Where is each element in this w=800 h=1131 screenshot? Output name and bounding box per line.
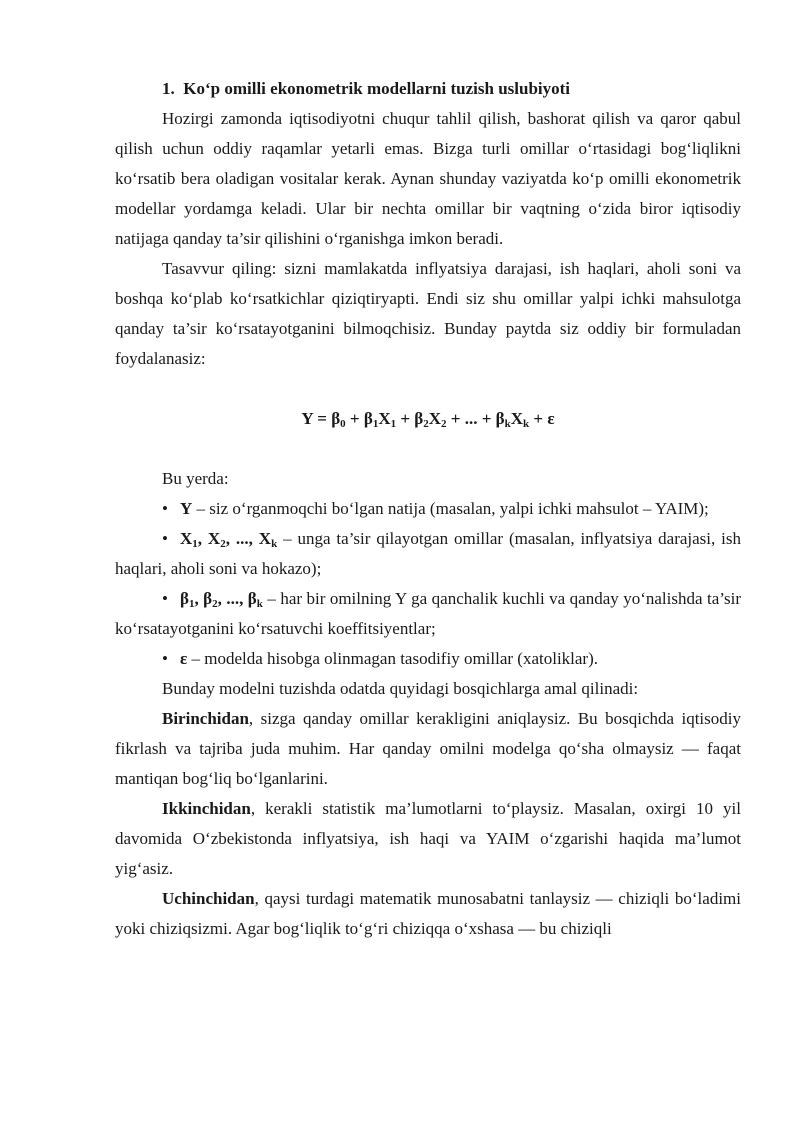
bullet-icon: • <box>162 649 168 668</box>
bullet-icon: • <box>162 529 168 548</box>
term-y: Y <box>180 499 193 518</box>
paragraph-intro: Hozirgi zamonda iqtisodiyotni chuqur tahlil qilish, bashorat qilish va qaror qabul qilish uchun oddiy raqamlar yetarli emas. Bizga turli omillar o‘rtasidagi bog‘liqlikni ko‘rsatib bera oladigan vositalar kerak. Aynan shunday vaziyatda ko‘p omilli ekonometrik modellar yordamga keladi. Ular bir nechta omillar bir vaqtning o‘zida biror iqtisodiy natijaga qanday ta’sir qilishini o‘rganishga imkon beradi. <box>115 109 741 248</box>
paragraph-step-one: Birinchidan, sizga qanday omillar kerakligini aniqlaysiz. Bu bosqichda iqtisodiy fikrlash va tajriba juda muhim. Har qanday omilni modelga qo‘sha olmaysiz — faqat mantiqan bog‘liq bo‘lganlarini. <box>115 709 741 788</box>
step-three-term: Uchinchidan <box>162 889 255 908</box>
step-two-term: Ikkinchidan <box>162 799 251 818</box>
list-item-beta: • $\beta_1$, $\beta_2$, ..., $\beta_k$ – har bir omilning Y ga qanchalik kuchli va qanday yo‘nalishda ta’sir ko‘rsatayotganini ko‘rsatuvchi koeffitsiyentlar; <box>115 584 741 644</box>
paragraph-step-two: Ikkinchidan, kerakli statistik ma’lumotlarni to‘playsiz. Masalan, oxirgi 10 yil davomida O‘zbekistonda inflyatsiya, ish haqi va YAIM o‘zgarishi haqida ma’lumot yig‘asiz. <box>115 799 741 878</box>
regression-formula: $Y = \beta_0 + \beta_1X_1 + \beta_2X_2$ + ... + $\beta_kX_k + \varepsilon$ <box>301 409 555 430</box>
list-item-x: • $X_1$, $X_2$, ..., $X_k$ – unga ta’sir qilayotgan omillar (masalan, inflyatsiya darajasi, ish haqlari, aholi soni va hokazo); <box>115 524 741 584</box>
list-item-y: • Y – siz o‘rganmoqchi bo‘lgan natija (masalan, yalpi ichki mahsulot – YAIM); <box>115 494 741 524</box>
bullet-icon: • <box>162 589 168 608</box>
term-beta: $\beta_1$, $\beta_2$, ..., $\beta_k$ <box>180 589 263 610</box>
paragraph-steps-intro: Bunday modelni tuzishda odatda quyidagi bosqichlarga amal qilinadi: <box>162 679 639 698</box>
term-epsilon: ε <box>180 649 188 668</box>
document-body <box>115 74 741 944</box>
paragraph-example: Tasavvur qiling: sizni mamlakatda inflyatsiya darajasi, ish haqlari, aholi soni va boshqa ko‘plab ko‘rsatkichlar qiziqtiryapti. Endi siz shu omillar yalpi ichki mahsulotga qanday ta’sir ko‘rsatayotganini bilmoqchisiz. Bunday paytda siz oddiy bir formuladan foydalanasiz: <box>115 259 741 368</box>
list-item-epsilon: • ε – modelda hisobga olinmagan tasodifiy omillar (xatoliklar). <box>115 644 741 674</box>
paragraph-step-three: Uchinchidan, qaysi turdagi matematik munosabatni tanlaysiz — chiziqli bo‘ladimi yoki chiziqsizmi. Agar bog‘liqlik to‘g‘ri chiziqqa o‘xshasa — bu chiziqli <box>115 889 741 938</box>
section-heading <box>162 74 741 104</box>
bullet-icon: • <box>162 499 168 518</box>
legend-intro: Bu yerda: <box>162 469 229 488</box>
step-one-term: Birinchidan <box>162 709 249 728</box>
section-number: 1. <box>162 79 175 98</box>
section-title: Ko‘p omilli ekonometrik modellarni tuzish uslubiyoti <box>183 79 571 98</box>
term-x: $X_1$, $X_2$, ..., $X_k$ <box>180 529 278 550</box>
